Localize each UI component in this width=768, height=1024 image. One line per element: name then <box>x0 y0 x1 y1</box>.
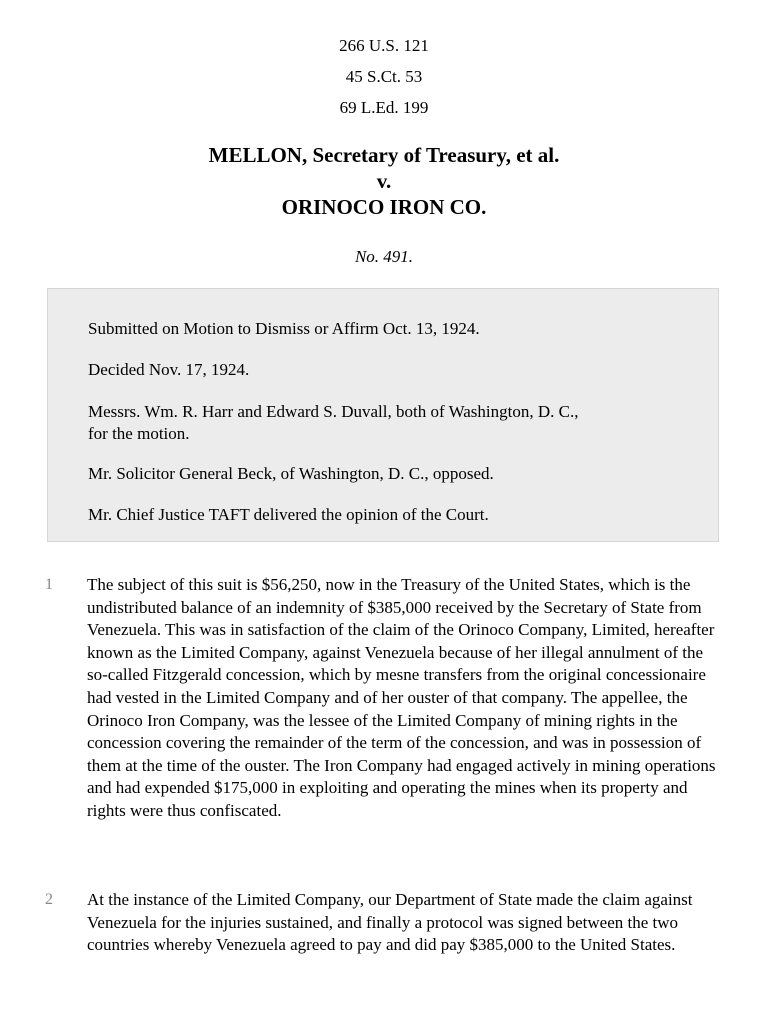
opinion-author: Mr. Chief Justice TAFT delivered the opinion of the Court. <box>88 505 489 524</box>
case-title <box>0 142 768 220</box>
citation-us-reports: 266 U.S. 121 <box>339 36 429 55</box>
paragraph-number: 1 <box>45 576 53 593</box>
paragraph-text: The subject of this suit is $56,250, now in the Treasury of the United States, which is the undistributed balance of an indemnity of $385,000 received by the Secretary of State from Venezuela. This was in satisfaction of the claim of the Orinoco Company, Limited, hereafter known as the Limited Company, against Venezuela because of her illegal annulment of the so-called Fitzgerald concession, which by mesne transfers from the original concessionaire had vested in the Limited Company and of her ouster of that company. The appellee, the Orinoco Iron Company, was the lessee of the Limited Company of mining rights in the concession covering the remainder of the term of the concession, and was in possession of them at the time of the ouster. The Iron Company had engaged actively in mining operations and had expended $175,000 in exploiting and operating the mines when its property and rights were thus confiscated. <box>87 575 716 820</box>
citation-supreme-court-reporter: 45 S.Ct. 53 <box>345 67 423 86</box>
counsel-for-motion <box>88 401 688 445</box>
versus-label: v. <box>376 169 392 193</box>
counsel-for-motion-line1: Messrs. Wm. R. Harr and Edward S. Duvall, both of Washington, D. C., <box>88 402 579 421</box>
counsel-opposed: Mr. Solicitor General Beck, of Washington, D. C., opposed. <box>88 464 494 483</box>
counsel-for-motion-line2: for the motion. <box>88 424 190 443</box>
citation-lawyers-edition: 69 L.Ed. 199 <box>339 98 429 117</box>
docket-number: No. 491. <box>354 247 414 266</box>
respondent-name: ORINOCO IRON CO. <box>281 195 487 219</box>
case-info-box <box>47 288 719 542</box>
citations <box>0 34 768 127</box>
submitted-date: Submitted on Motion to Dismiss or Affirm Oct. 13, 1924. <box>88 319 480 338</box>
paragraph-number: 2 <box>45 891 53 908</box>
paragraph-text: At the instance of the Limited Company, our Department of State made the claim against Venezuela for the injuries sustained, and finally a protocol was signed between the two countries whereby Venezuela agreed to pay and did pay $385,000 to the United States. <box>87 890 693 955</box>
decided-date: Decided Nov. 17, 1924. <box>88 360 250 379</box>
petitioner-name: MELLON, Secretary of Treasury, et al. <box>208 143 560 167</box>
